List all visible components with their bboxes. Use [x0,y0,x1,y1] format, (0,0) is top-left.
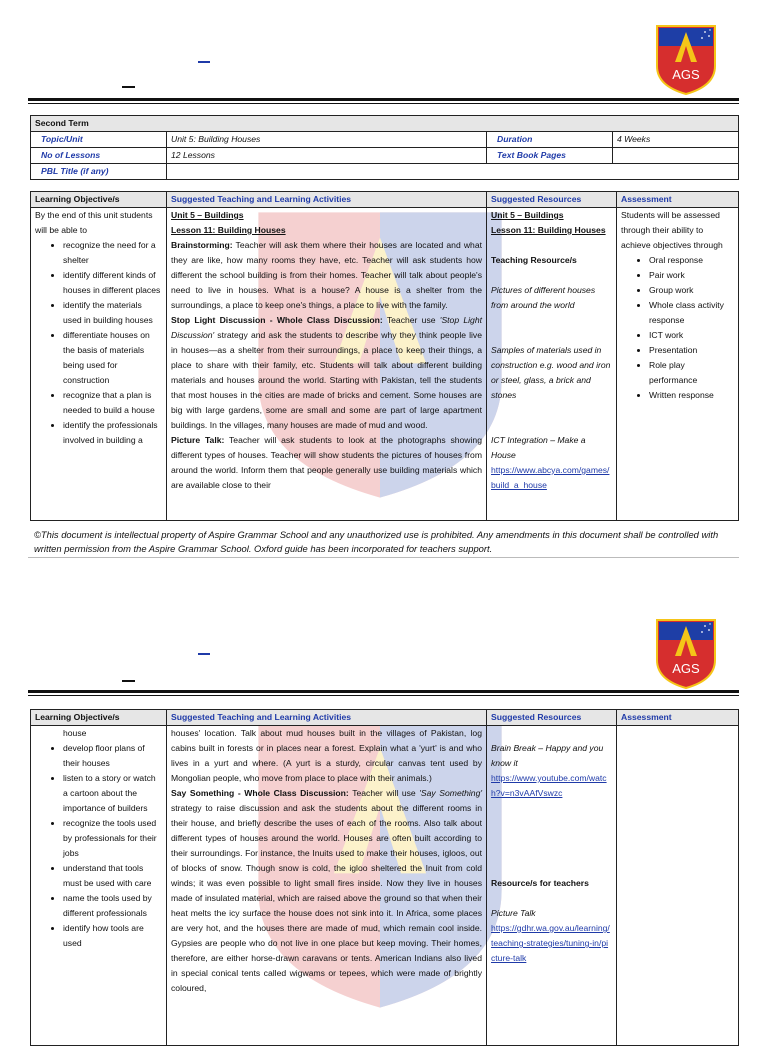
textbook-label: Text Book Pages [487,148,613,164]
topic-value: Unit 5: Building Houses [167,132,487,148]
objective-item: • develop floor plans of their houses [63,741,162,771]
header-mark-black [122,86,135,88]
objective-item: • identify how tools are used [63,921,162,951]
teaching-resources-title: Teaching Resource/s [491,255,577,265]
resource-pictures: Pictures of different houses from around the world [491,285,596,310]
objective-item: • recognize the tools used by professionals for their jobs [63,816,162,861]
header-rule-thin [28,695,739,696]
say-something-strategy: 'Say Something' [419,788,483,798]
header-rule-thick [28,98,739,101]
activities-header: Suggested Teaching and Learning Activities [167,192,487,208]
resource-samples: Samples of materials used in construction e.g. wood and iron or steel, glass, a brick and stones [491,345,611,400]
objective-item: • understand that tools must be used with care [63,861,162,891]
picture-talk-link[interactable]: https://gdhr.wa.gov.au/learning/teaching-strategies/tuning-in/picture-talk [491,923,610,963]
objective-continued: house [63,728,87,738]
assessment-header: Assessment [617,710,739,726]
brain-break-link[interactable]: https://www.youtube.com/watch?v=n3vAAfVswzc [491,773,607,798]
assessment-item: • Presentation [649,343,734,358]
unit-info-table [30,115,739,180]
resource-ict: ICT Integration – Make a House [491,435,586,460]
pbl-label: PBL Title (if any) [31,164,167,180]
resources-header: Suggested Resources [487,192,617,208]
objectives-list [35,238,162,448]
objectives-header: Learning Objective/s [31,192,167,208]
objectives-list [35,741,162,951]
say-something-pre: Teacher will use [348,788,420,798]
objective-item: • name the tools used by different professionals [63,891,162,921]
brainstorming-text: Teacher will ask them where their houses are located and what they are like, how many rooms they have, etc. Teacher will ask students how different the school building is from their homes. Teacher will talk about people's need to live in houses. What is a house? A house is a shelter from the surroundings, a place to keep one's things, a place to live with the family. [171,240,482,310]
objective-item: • identify different kinds of houses in different places [63,268,162,298]
school-logo-icon [655,618,717,690]
resources-cell [487,726,617,1046]
brainstorming-title: Brainstorming: [171,240,233,250]
resources-header: Suggested Resources [487,710,617,726]
header-mark-blue [198,653,210,655]
duration-value: 4 Weeks [613,132,739,148]
resources-unit: Unit 5 – Buildings [491,210,564,220]
picture-talk-paragraph [171,433,482,493]
assessment-item: • Role play performance [649,358,734,388]
picture-talk-resource: Picture Talk [491,908,536,918]
assessment-item: • Pair work [649,268,734,283]
activities-unit: Unit 5 – Buildings [171,210,244,220]
objectives-cell [31,208,167,521]
duration-label: Duration [487,132,613,148]
stoplight-pre: Teacher use [382,315,440,325]
activities-cell [167,726,487,1046]
assessment-item: • Whole class activity response [649,298,734,328]
stoplight-title: Stop Light Discussion - Whole Class Discussion: [171,315,383,325]
objective-item: • recognize that a plan is needed to build a house [63,388,162,418]
assessment-item: • Written response [649,388,734,403]
ict-link[interactable]: https://www.abcya.com/games/build_a_house [491,465,610,490]
activities-lesson: Lesson 11: Building Houses [171,225,286,235]
assessment-item: • Group work [649,283,734,298]
lesson-plan-table [30,191,739,521]
intro-paragraph: houses' location. Talk about mud houses built in the villages of Pakistan, log cabins built in forests or in places near a forest. Explain what a 'yurt' is and who lives in a yurt and where. (A yurt is a sturdy, circular canvas tent used by Mongolian people, who move from place to place with their animals.) [171,728,482,783]
pbl-value [167,164,739,180]
picture-talk-title: Picture Talk: [171,435,225,445]
assessment-item: • Oral response [649,253,734,268]
header-rule-thin [28,103,739,104]
term-header: Second Term [31,116,739,132]
activities-header: Suggested Teaching and Learning Activities [167,710,487,726]
assessment-cell [617,208,739,521]
assessment-header: Assessment [617,192,739,208]
assessment-intro: Students will be assessed through their ability to achieve objectives through [621,210,723,250]
lessons-label: No of Lessons [31,148,167,164]
assessment-list [621,253,734,403]
objectives-intro: By the end of this unit students will be able to [35,210,153,235]
objective-item: • listen to a story or watch a cartoon about the importance of builders [63,771,162,816]
resources-cell [487,208,617,521]
objective-item: • recognize the need for a shelter [63,238,162,268]
assessment-cell [617,726,739,1046]
header-mark-black [122,680,135,682]
picture-talk-text: Teacher will ask students to look at the photographs showing different types of houses. Teacher will show students the pictures of houses from around the world. Inform them that people generally use building materials which are available close to their [171,435,482,490]
textbook-value [613,148,739,164]
topic-label: Topic/Unit [31,132,167,148]
school-logo-icon [655,24,717,96]
teacher-resources-title: Resource/s for teachers [491,878,589,888]
stoplight-strategy: 'Stop Light Discussion' [171,315,483,340]
assessment-item: • ICT work [649,328,734,343]
logo-text: AGS [672,661,700,676]
brainstorming-paragraph [171,238,482,313]
say-something-title: Say Something - Whole Class Discussion: [171,788,349,798]
header-rule-thick [28,690,739,693]
logo-text: AGS [672,67,700,82]
say-something-text: strategy to raise discussion and ask the students about the different rooms in their house, and briefly describe the uses of each of the rooms. Also talk about different types of houses around the world. Houses are often built according to their surroundings. For instance, the Inuits used to make their houses, igloos, out of blocks of snow. Though snow is cold, the igloo sheltered the Inuit from cold winds; it was even possible to light small fires inside. Now they live in houses made of insulated material, which are raised above the ground so that when their heat melts the icy surface the house does not sink into it. In Africa, some places are very hot, and the houses there are made of mud, which remain cool inside. Gypsies are people who do not live in one place but keep moving. Their homes, therefore, are either horse-drawn caravans or tents. American Indians also lived in special conical tents called wigwams or tepees, which were made of brightly coloured, [171,803,482,993]
objective-item: • identify the materials used in building houses [63,298,162,328]
objectives-cell [31,726,167,1046]
say-something-paragraph [171,786,482,996]
copyright-footer: ©This document is intellectual property of Aspire Grammar School and any unauthorized use is prohibited. Any amendments in this document shall be controlled with written permission from the Aspire Grammar School. Oxford guide has been incorporated for teachers support. [34,529,719,554]
activities-cell [167,208,487,521]
lessons-value: 12 Lessons [167,148,487,164]
stoplight-text: strategy and ask the students to describe why they think people live in houses—as a shelter from their surroundings, a place to keep their things, a place to share with their family, etc. Students will talk about different building materials and houses around the world. Starting with Pakistan, tell the students that most houses in the cities are made of bricks and cement. Some houses are big with large gardens, some are small and some are part of large apartment buildings. In the villages, many houses are made of mud and wood. [171,330,482,430]
objective-item: • differentiate houses on the basis of materials being used for construction [63,328,162,388]
lesson-plan-table-continued [30,709,739,1046]
stoplight-paragraph [171,313,482,433]
objective-item: • identify the professionals involved in building a [63,418,162,448]
brain-break-resource: Brain Break – Happy and you know it [491,743,604,768]
objectives-header: Learning Objective/s [31,710,167,726]
footer-rule [28,557,739,558]
header-mark-blue [198,61,210,63]
resources-lesson: Lesson 11: Building Houses [491,225,606,235]
